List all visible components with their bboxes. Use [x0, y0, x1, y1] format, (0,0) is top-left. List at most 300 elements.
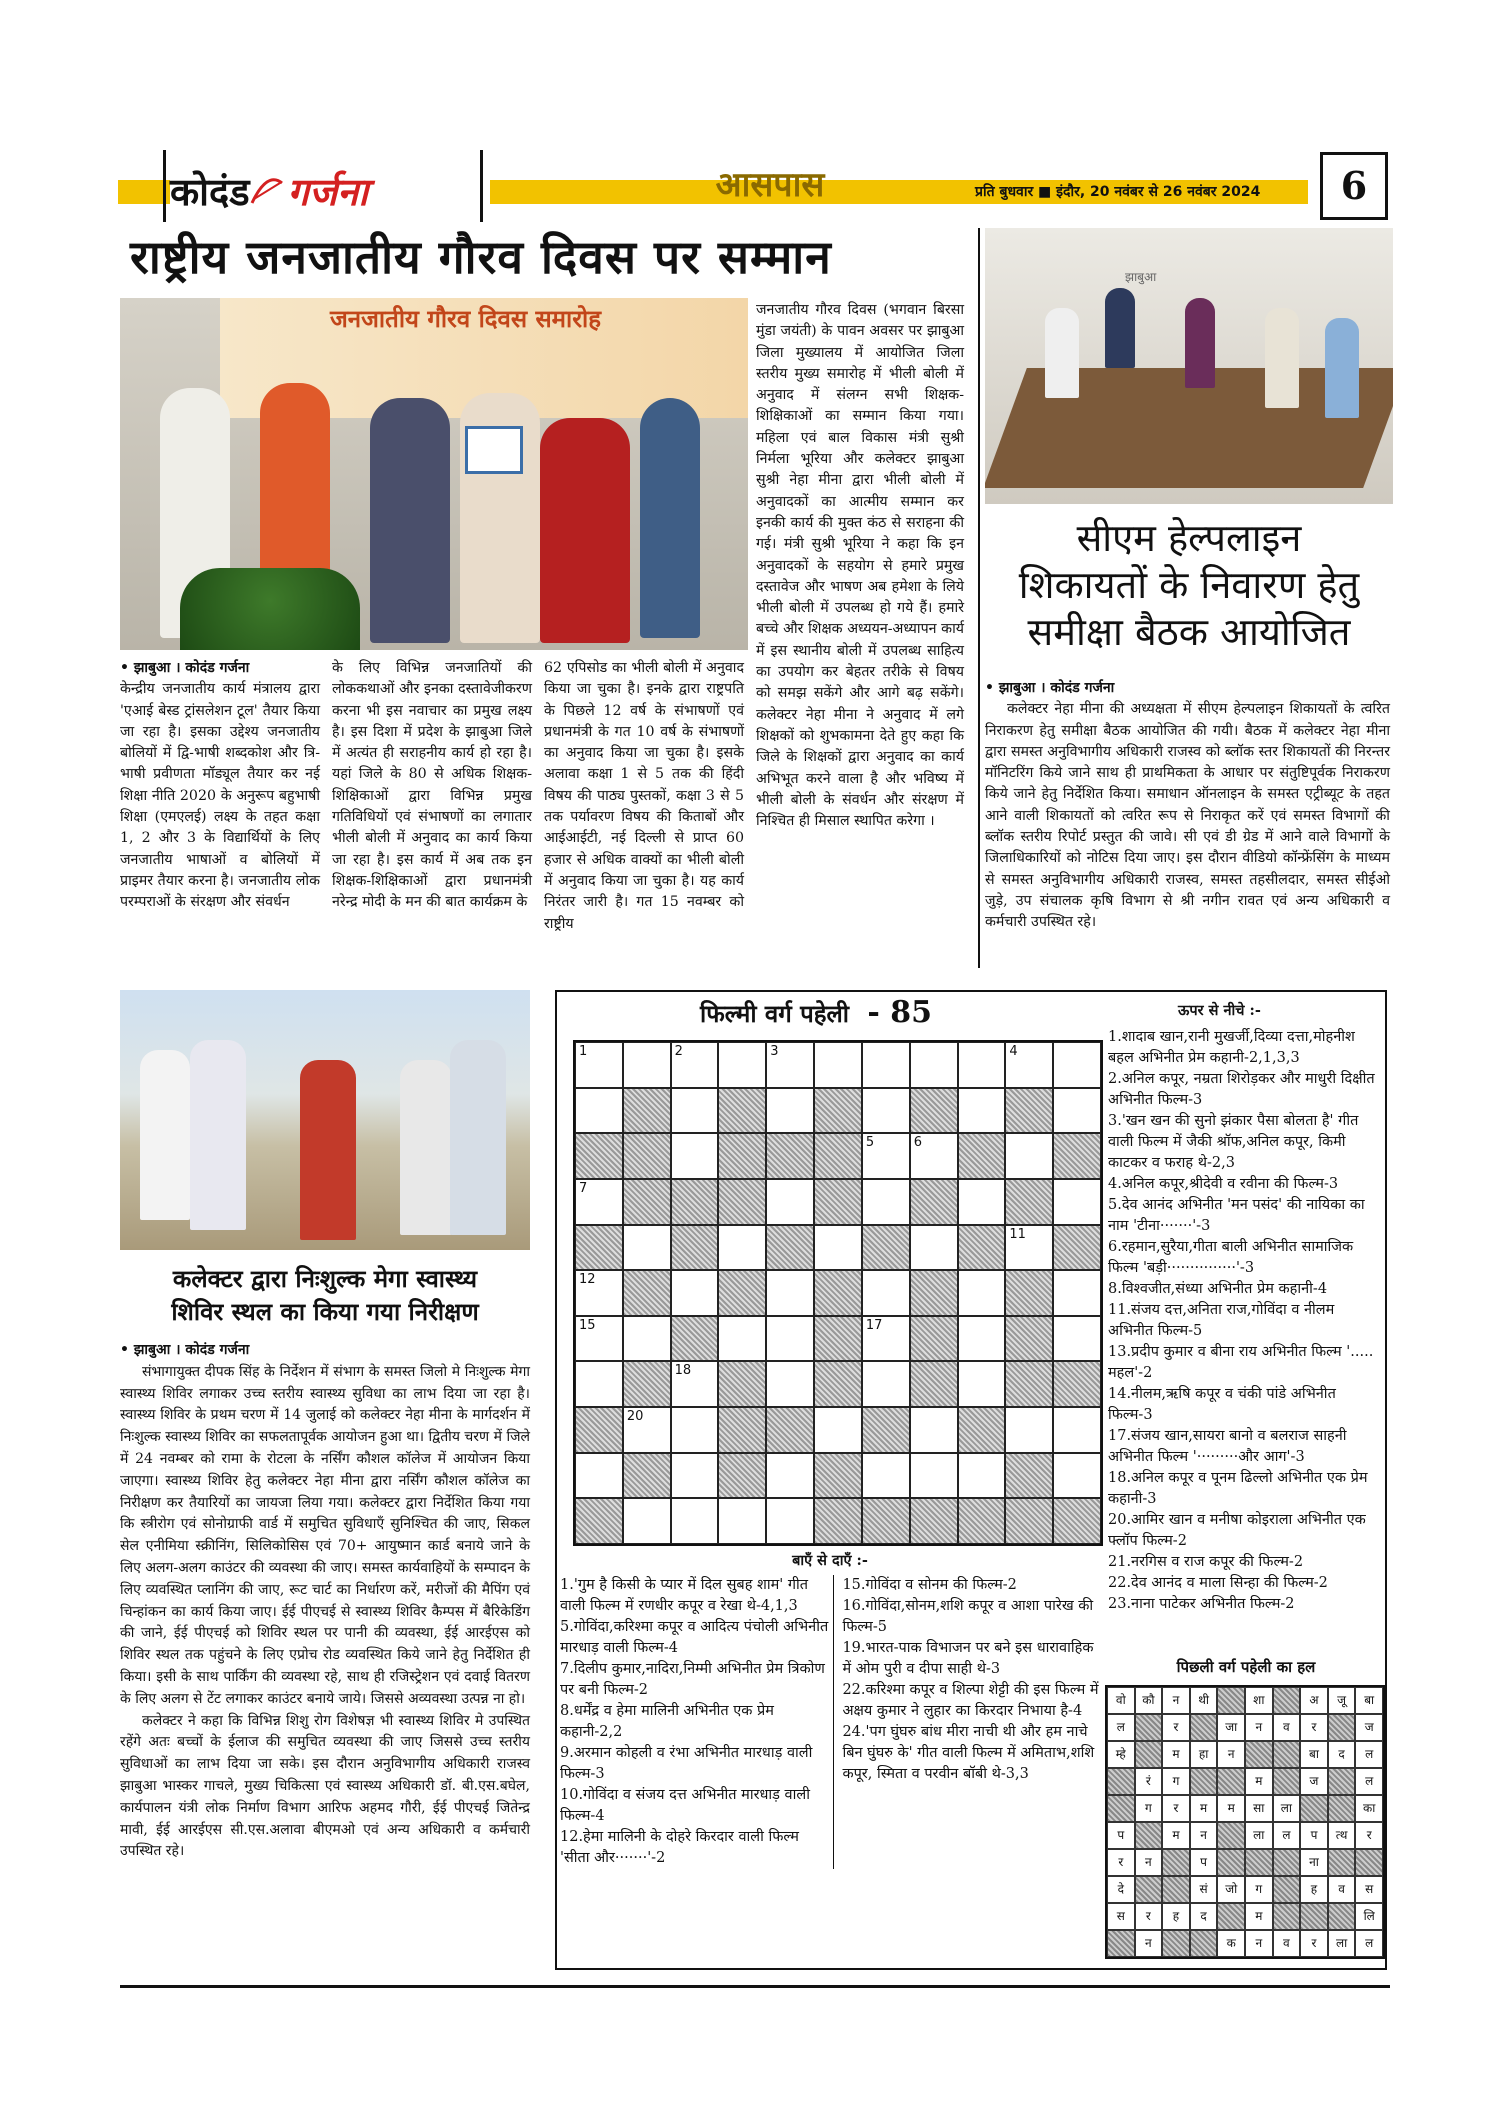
story1-photo — [120, 298, 748, 650]
solution-cell: जो — [1217, 1876, 1245, 1903]
crossword-block-cell — [623, 1270, 671, 1316]
crossword-cell[interactable] — [623, 1498, 671, 1544]
solution-block-cell — [1162, 1849, 1190, 1876]
solution-cell: रं — [1135, 1768, 1163, 1795]
solution-cell: ल — [1355, 1768, 1383, 1795]
story2-headline — [985, 515, 1393, 656]
crossword-block-cell — [718, 1133, 766, 1179]
crossword-cell[interactable] — [575, 1270, 623, 1316]
story1-column-3: 62 एपिसोड का भीली बोली में अनुवाद किया जा चुका है। इनके द्वारा राष्ट्रपति के पिछले 12 वर्ष के संभाषणों एवं प्रधानमंत्री के गत 10 वर्ष के संभाषणों का अनुवाद किया जा चुका है। इसके अलावा कक्षा 1 से 5 तक की हिंदी विषय की पाठ्य पुस्तकों, कक्षा 3 से 5 तक पर्यावरण विषय की किताबों और आईआईटी, नई दिल्ली से प्राप्त 60 हजार से अधिक वाक्यों का भीली बोली में अनुवाद किया जा चुका है। यह कार्य निरंतर जारी है। गत 15 नवम्बर को राष्ट्रीय — [544, 660, 744, 932]
crossword-block-cell — [1005, 1270, 1053, 1316]
crossword-title-text: फिल्मी वर्ग पहेली — [700, 999, 849, 1028]
crossword-clue-number: 1 — [579, 1044, 588, 1059]
solution-cell: शा — [1245, 1687, 1273, 1714]
crossword-block-cell — [766, 1133, 814, 1179]
solution-cell: न — [1245, 1714, 1273, 1741]
crossword-block-cell — [623, 1361, 671, 1407]
solution-cell: र — [1300, 1714, 1328, 1741]
crossword-block-cell — [623, 1453, 671, 1499]
certificate — [465, 426, 523, 474]
solution-cell: ज — [1355, 1714, 1383, 1741]
across-clue: 24.'पग घुंघरु बांध मीरा नाची थी और हम नाचे बिन घुंघरु के' गीत वाली फिल्म में अमिताभ,शशि कपूर, स्मिता व परवीन बॉबी थे-3,3 — [842, 1724, 1095, 1782]
solution-cell: स — [1355, 1876, 1383, 1903]
solution-block-cell — [1107, 1795, 1135, 1822]
down-clue: 20.आमिर खान व मनीषा कोइराला अभिनीत एक फ्लॉप फिल्म-2 — [1108, 1512, 1366, 1549]
solution-cell: ला — [1273, 1795, 1301, 1822]
solution-block-cell — [1273, 1687, 1301, 1714]
solution-block-cell — [1273, 1741, 1301, 1768]
crossword-cell[interactable] — [1053, 1088, 1101, 1134]
crossword-block-cell — [958, 1498, 1006, 1544]
solution-cell: म्हे — [1107, 1741, 1135, 1768]
solution-cell: अ — [1300, 1687, 1328, 1714]
crossword-cell[interactable] — [958, 1453, 1006, 1499]
solution-cell: न — [1135, 1930, 1163, 1957]
crossword-cell[interactable] — [671, 1453, 719, 1499]
solution-cell: व — [1273, 1714, 1301, 1741]
crossword-block-cell — [575, 1498, 623, 1544]
solution-cell: म — [1245, 1768, 1273, 1795]
down-clue: 1.शादाब खान,रानी मुखर्जी,दिव्या दत्ता,मोहनीश बहल अभिनीत प्रेम कहानी-2,1,3,3 — [1108, 1029, 1355, 1066]
solution-cell: सा — [1245, 1795, 1273, 1822]
banner-text: जनजातीय गौरव दिवस समारोह — [330, 304, 602, 333]
down-clue: 2.अनिल कपूर, नम्रता शिरोड़कर और माधुरी दिक्षीत अभिनीत फिल्म-3 — [1108, 1071, 1375, 1108]
solution-cell: व — [1328, 1876, 1356, 1903]
plant-decoration — [180, 568, 360, 650]
crossword-clue-number: 4 — [1009, 1044, 1018, 1059]
story2-byline: • झाबुआ । कोदंड गर्जना — [985, 680, 1115, 696]
crossword-block-cell — [910, 1179, 958, 1225]
crossword-cell[interactable] — [671, 1498, 719, 1544]
solution-block-cell — [1135, 1876, 1163, 1903]
down-clue: 11.संजय दत्त,अनिता राज,गोविंदा व नीलम अभिनीत फिल्म-5 — [1108, 1302, 1335, 1339]
crossword-clue-number: 11 — [1009, 1226, 1026, 1242]
solution-block-cell — [1328, 1849, 1356, 1876]
crossword-cell[interactable] — [862, 1270, 910, 1316]
crossword-cell[interactable] — [958, 1088, 1006, 1134]
crossword-cell[interactable] — [814, 1407, 862, 1453]
crossword-cell[interactable] — [1053, 1270, 1101, 1316]
solution-block-cell — [1273, 1768, 1301, 1795]
story2-headline-line3: समीक्षा बैठक आयोजित — [1027, 610, 1351, 654]
crossword-cell[interactable] — [766, 1042, 814, 1088]
down-clue: 14.नीलम,ऋषि कपूर व चंकी पांडे अभिनीत फिल्म-3 — [1108, 1386, 1336, 1423]
crossword-block-cell — [814, 1179, 862, 1225]
down-clue: 3.'खन खन की सुनो झंकार पैसा बोलता है' गीत वाली फिल्म में जैकी श्रॉफ,अनिल कपूर, किमी काटकर व फराह थे-2,3 — [1108, 1113, 1359, 1171]
crossword-block-cell — [575, 1407, 623, 1453]
crossword-clue-number: 15 — [579, 1317, 596, 1333]
solution-cell: व — [1273, 1930, 1301, 1957]
solution-block-cell — [1328, 1903, 1356, 1930]
solution-cell: दे — [1107, 1876, 1135, 1903]
crossword-block-cell — [1005, 1316, 1053, 1362]
story3-headline — [120, 1262, 530, 1328]
crossword-cell[interactable] — [1005, 1042, 1053, 1088]
crossword-block-cell — [623, 1088, 671, 1134]
solution-block-cell — [1300, 1795, 1328, 1822]
solution-block-cell — [1190, 1930, 1218, 1957]
crossword-cell[interactable] — [766, 1498, 814, 1544]
crossword-cell[interactable] — [766, 1453, 814, 1499]
solution-block-cell — [1217, 1768, 1245, 1795]
solution-cell: जा — [1217, 1714, 1245, 1741]
solution-block-cell — [1273, 1876, 1301, 1903]
story2-body-wrap — [985, 678, 1390, 934]
crossword-cell[interactable] — [766, 1316, 814, 1362]
crossword-cell[interactable] — [766, 1361, 814, 1407]
solution-cell: र — [1355, 1822, 1383, 1849]
solution-block-cell — [1135, 1714, 1163, 1741]
solution-block-cell — [1245, 1741, 1273, 1768]
crossword-clue-number: 17 — [865, 1317, 883, 1333]
crossword-block-cell — [958, 1225, 1006, 1271]
solution-cell: म — [1245, 1903, 1273, 1930]
crossword-cell[interactable] — [718, 1225, 766, 1271]
crossword-block-cell — [910, 1088, 958, 1134]
story1-byline: • झाबुआ । कोदंड गर्जना — [120, 660, 250, 676]
bow-arrow-icon — [250, 177, 284, 205]
crossword-block-cell — [671, 1179, 719, 1225]
down-clue: 4.अनिल कपूर,श्रीदेवी व रवीना की फिल्म-3 — [1108, 1176, 1339, 1192]
solution-cell: ला — [1245, 1822, 1273, 1849]
solution-cell: न — [1217, 1741, 1245, 1768]
solution-cell: ग — [1245, 1876, 1273, 1903]
newspaper-logo — [170, 160, 490, 222]
crossword-block-cell — [1053, 1133, 1101, 1179]
crossword-clue-number: 20 — [626, 1409, 644, 1425]
solution-cell: ह — [1300, 1876, 1328, 1903]
person-figure — [450, 1040, 506, 1235]
solution-block-cell — [1217, 1849, 1245, 1876]
across-clue: 22.करिश्मा कपूर व शिल्पा शेट्टी की इस फिल्म में अक्षय कुमार ने लुहार का किरदार निभाया है-4 — [842, 1682, 1099, 1719]
crossword-cell[interactable] — [862, 1361, 910, 1407]
crossword-block-cell — [1053, 1361, 1101, 1407]
crossword-block-cell — [718, 1270, 766, 1316]
crossword-clue-number: 6 — [913, 1135, 922, 1151]
logo-text-2: गर्जना — [287, 169, 369, 214]
crossword-block-cell — [671, 1225, 719, 1271]
crossword-block-cell — [814, 1088, 862, 1134]
crossword-title — [700, 995, 1000, 1035]
crossword-cell[interactable] — [862, 1316, 910, 1362]
crossword-block-cell — [910, 1316, 958, 1362]
solution-cell: ग — [1135, 1795, 1163, 1822]
crossword-cell[interactable] — [958, 1179, 1006, 1225]
across-clue: 7.दिलीप कुमार,नादिरा,निम्मी अभिनीत प्रेम त्रिकोण पर बनी फिल्म-2 — [560, 1661, 825, 1698]
crossword-clue-number: 5 — [865, 1135, 875, 1151]
crossword-block-cell — [862, 1498, 910, 1544]
story3-body-para2: कलेक्टर ने कहा कि विभिन्न शिशु रोग विशेषज्ञ भी स्वास्थ्य शिविर मे उपस्थित रहेंगे अतः बच्चों के ईलाज की समुचित व्यवस्था की जाए जिससे उच्च स्तरीय सुविधाओं का लाभ दिया जा सके। इस दौरान अनुविभागीय अधिकारी राजस्व झाबुआ भास्कर गाचले, मुख्य चिकित्सा एवं स्वास्थ्य अधिकारी डॉ. बी.एस.बघेल, कार्यपालन यंत्री लोक निर्माण विभाग आरिफ अहमद गौरी, ईई पीएचई जितेन्द्र मावी, ईई आरईएस सी.एस.अलावा बीएमओ एवं अन्य अधिकारी व कर्मचारी उपस्थित रहे। — [120, 1712, 530, 1860]
solution-cell: म — [1162, 1822, 1190, 1849]
across-clues — [560, 1550, 1100, 1869]
crossword-block-cell — [910, 1270, 958, 1316]
crossword-block-cell — [814, 1316, 862, 1362]
crossword-cell[interactable] — [1053, 1042, 1101, 1088]
solution-block-cell — [1328, 1795, 1356, 1822]
story1-right-column: जनजातीय गौरव दिवस (भगवान बिरसा मुंडा जयंती) के पावन अवसर पर झाबुआ जिला मुख्यालय में आयोजित जिला स्तरीय मुख्य समारोह में भीली बोली में अनुवाद में संलग्न सभी शिक्षक-शिक्षिकाओं का सम्मान किया गया। महिला एवं बाल विकास मंत्री सुश्री निर्मला भूरिया और कलेक्टर झाबुआ सुश्री नेहा मीना द्वारा भीली बोली में अनुवादकों का आत्मीय सम्मान कर इनकी कार्य की मुक्त कंठ से सराहना की गई। मंत्री सुश्री भूरिया ने कहा कि इन अनुवादकों के सहयोग से हमारे प्रमुख दस्तावेज और भाषण अब हमेशा के लिये भीली बोली में उपलब्ध हो गये हैं। हमारे बच्चे और शिक्षक अध्ययन-अध्यापन कार्य में इस स्थानीय बोली में उपलब्ध साहित्य का उपयोग कर बेहतर तरीके से विषय को समझ सकेंगे और आगे बढ़ सकेंगे। कलेक्टर नेहा मीना ने अनुवाद में लगे शिक्षकों को शुभकामना देते हुए कहा कि जिले के शिक्षकों द्वारा अनुवाद का कार्य अभिभूत करने वाला है और भविष्य में भीली बोली के संवर्धन और संरक्षण में निश्चित ही मिसाल स्थापित करेगा । — [756, 302, 964, 830]
solution-cell: र — [1300, 1930, 1328, 1957]
crossword-cell[interactable] — [718, 1316, 766, 1362]
crossword-cell[interactable] — [671, 1133, 719, 1179]
crossword-cell[interactable] — [1053, 1179, 1101, 1225]
crossword-cell[interactable] — [958, 1270, 1006, 1316]
crossword-cell[interactable] — [910, 1133, 958, 1179]
masthead-divider-right — [480, 150, 483, 222]
solution-cell: जू — [1328, 1687, 1356, 1714]
crossword-cell[interactable] — [575, 1361, 623, 1407]
solution-block-cell — [1355, 1849, 1383, 1876]
crossword-cell[interactable] — [862, 1042, 910, 1088]
solution-block-cell — [1162, 1876, 1190, 1903]
down-clues — [1108, 1000, 1380, 1615]
crossword-cell[interactable] — [862, 1453, 910, 1499]
solution-cell: द — [1328, 1741, 1356, 1768]
crossword-cell[interactable] — [623, 1316, 671, 1362]
story1-col1-text: केन्द्रीय जनजातीय कार्य मंत्रालय द्वारा 'एआई बेस्ड ट्रांसलेशन टूल' तैयार किया जा रहा है। इसका उद्देश्य जनजातीय बोलियों में द्वि-भाषी शब्दकोश और त्रि-भाषी प्रवीणता मॉड्यूल तैयार कर नई शिक्षा नीति 2020 के अनुरूप बहुभाषी शिक्षा (एमएलई) लक्ष्य के तहत कक्षा 1, 2 और 3 के विद्यार्थियों के लिए जनजातीय भाषाओं व बोलियों में प्राइमर तैयार करना है। जनजातीय लोक परम्पराओं के संरक्षण और संवर्धन — [120, 681, 320, 911]
person-figure — [370, 398, 450, 643]
solution-cell: ल — [1107, 1714, 1135, 1741]
across-clue: 16.गोविंदा,सोनम,शशि कपूर व आशा पारेख की फिल्म-5 — [842, 1598, 1094, 1635]
crossword-block-cell — [862, 1225, 910, 1271]
down-heading: ऊपर से नीचे :- — [1178, 1002, 1261, 1019]
crossword-cell[interactable] — [575, 1453, 623, 1499]
crossword-block-cell — [718, 1088, 766, 1134]
crossword-block-cell — [766, 1225, 814, 1271]
solution-cell: र — [1162, 1714, 1190, 1741]
solution-block-cell — [1328, 1768, 1356, 1795]
crossword-cell[interactable] — [910, 1225, 958, 1271]
crossword-block-cell — [814, 1133, 862, 1179]
solution-cell: ज — [1300, 1768, 1328, 1795]
story3-headline-line2: शिविर स्थल का किया गया निरीक्षण — [171, 1297, 479, 1326]
person-figure — [190, 1040, 246, 1230]
solution-cell: न — [1162, 1687, 1190, 1714]
crossword-number: - 85 — [867, 995, 933, 1030]
crossword-cell[interactable] — [1005, 1225, 1053, 1271]
crossword-block-cell — [814, 1361, 862, 1407]
across-heading: बाएँ से दाएँ :- — [792, 1552, 868, 1569]
solution-block-cell — [1217, 1822, 1245, 1849]
solution-cell: हा — [1190, 1741, 1218, 1768]
solution-block-cell — [1107, 1930, 1135, 1957]
solution-cell: बा — [1355, 1687, 1383, 1714]
crossword-block-cell — [862, 1407, 910, 1453]
story1-column-2: के लिए विभिन्न जनजातियों की लोककथाओं और इनका दस्तावेजीकरण करना भी इस नवाचार का प्रमुख लक्ष्य है। इस दिशा में प्रदेश के झाबुआ जिले में अत्यंत ही सराहनीय कार्य हो रहा है। यहां जिले के 80 से अधिक शिक्षक-शिक्षिकाओं द्वारा विभिन्न प्रमुख गतिविधियों एवं संभाषणों का लगातार भीली बोली में अनुवाद का कार्य किया जा रहा है। इस कार्य में अब तक इन शिक्षक-शिक्षिकाओं द्वारा प्रधानमंत्री नरेन्द्र मोदी के मन की बात कार्यक्रम के — [332, 660, 532, 911]
crossword-cell[interactable] — [910, 1042, 958, 1088]
down-clue: 6.रहमान,सुरैया,गीता बाली अभिनीत सामाजिक फिल्म 'बड़ी···············'-3 — [1108, 1239, 1354, 1276]
solution-cell: लि — [1355, 1903, 1383, 1930]
story1-column-1 — [120, 658, 320, 914]
crossword-cell[interactable] — [575, 1316, 623, 1362]
crossword-cell[interactable] — [862, 1133, 910, 1179]
solution-block-cell — [1328, 1714, 1356, 1741]
story3-body-wrap — [120, 1340, 530, 1863]
crossword-cell[interactable] — [814, 1225, 862, 1271]
crossword-block-cell — [766, 1407, 814, 1453]
crossword-grid — [573, 1040, 1103, 1546]
crossword-cell[interactable] — [1053, 1453, 1101, 1499]
crossword-block-cell — [958, 1407, 1006, 1453]
crossword-cell[interactable] — [1005, 1133, 1053, 1179]
story1-headline: राष्ट्रीय जनजातीय गौरव दिवस पर सम्मान — [130, 230, 832, 284]
solution-cell: थी — [1190, 1687, 1218, 1714]
across-clue: 15.गोविंदा व सोनम की फिल्म-2 — [842, 1577, 1017, 1593]
logo-text-1: कोदंड — [170, 169, 250, 214]
crossword-cell[interactable] — [623, 1225, 671, 1271]
across-clue: 8.धर्मेंद्र व हेमा मालिनी अभिनीत एक प्रेम कहानी-2,2 — [560, 1703, 774, 1740]
crossword-block-cell — [671, 1316, 719, 1362]
crossword-block-cell — [718, 1453, 766, 1499]
down-clue: 23.नाना पाटेकर अभिनीत फिल्म-2 — [1108, 1596, 1295, 1612]
person-figure — [300, 1060, 356, 1240]
crossword-block-cell — [814, 1453, 862, 1499]
crossword-block-cell — [623, 1179, 671, 1225]
crossword-clue-number: 2 — [674, 1044, 683, 1059]
solution-block-cell — [1107, 1768, 1135, 1795]
solution-block-cell — [1190, 1714, 1218, 1741]
crossword-cell[interactable] — [671, 1361, 719, 1407]
solution-block-cell — [1135, 1741, 1163, 1768]
person-figure — [1265, 308, 1299, 408]
solution-cell: ना — [1300, 1849, 1328, 1876]
crossword-clue-number: 3 — [770, 1044, 779, 1059]
crossword-block-cell — [1005, 1088, 1053, 1134]
solution-cell: स — [1107, 1903, 1135, 1930]
story3-headline-line1: कलेक्टर द्वारा निःशुल्क मेगा स्वास्थ्य — [172, 1264, 478, 1293]
person-figure — [640, 398, 700, 638]
crossword-cell[interactable] — [958, 1361, 1006, 1407]
solution-cell: न — [1190, 1822, 1218, 1849]
down-clue: 5.देव आनंद अभिनीत 'मन पसंद' की नायिका का नाम 'टीना·······'-3 — [1108, 1197, 1365, 1234]
page-number: 6 — [1320, 152, 1388, 220]
wall-sign: झाबुआ — [1125, 270, 1157, 284]
crossword-block-cell — [623, 1133, 671, 1179]
story3-photo — [120, 990, 530, 1250]
person-figure — [540, 418, 630, 643]
crossword-cell[interactable] — [766, 1179, 814, 1225]
crossword-cell[interactable] — [575, 1088, 623, 1134]
crossword-cell[interactable] — [766, 1088, 814, 1134]
solution-cell: प — [1107, 1822, 1135, 1849]
down-clue: 13.प्रदीप कुमार व बीना राय अभिनीत फिल्म '..... महल'-2 — [1108, 1344, 1374, 1381]
solution-cell: ल — [1273, 1822, 1301, 1849]
solution-title: पिछली वर्ग पहेली का हल — [1176, 1658, 1316, 1676]
solution-cell: म — [1217, 1795, 1245, 1822]
crossword-cell[interactable] — [910, 1453, 958, 1499]
crossword-cell[interactable] — [718, 1498, 766, 1544]
crossword-cell[interactable] — [671, 1407, 719, 1453]
crossword-cell[interactable] — [766, 1270, 814, 1316]
crossword-cell[interactable] — [1005, 1407, 1053, 1453]
story3-byline: • झाबुआ । कोदंड गर्जना — [120, 1342, 250, 1358]
crossword-cell[interactable] — [910, 1407, 958, 1453]
crossword-block-cell — [814, 1270, 862, 1316]
crossword-block-cell — [1053, 1498, 1101, 1544]
across-clue: 5.गोविंदा,करिश्मा कपूर व आदित्य पंचोली अभिनीत मारधाड़ वाली फिल्म-4 — [560, 1619, 829, 1656]
across-clue: 1.'गुम है किसी के प्यार में दिल सुबह शाम' गीत वाली फिल्म में रणधीर कपूर व रेखा थे-4,1,3 — [560, 1577, 809, 1614]
solution-block-cell — [1190, 1768, 1218, 1795]
masthead-divider-left — [163, 150, 166, 222]
crossword-cell[interactable] — [671, 1042, 719, 1088]
crossword-cell[interactable] — [958, 1316, 1006, 1362]
crossword-cell[interactable] — [1053, 1316, 1101, 1362]
crossword-cell[interactable] — [958, 1042, 1006, 1088]
person-figure — [400, 1060, 452, 1235]
crossword-cell[interactable] — [671, 1270, 719, 1316]
solution-cell: न — [1245, 1930, 1273, 1957]
crossword-block-cell — [1005, 1453, 1053, 1499]
crossword-block-cell — [910, 1361, 958, 1407]
solution-cell: ला — [1328, 1930, 1356, 1957]
down-clue: 17.संजय खान,सायरा बानो व बलराज साहनी अभिनीत फिल्म '·········और आग'-3 — [1108, 1428, 1347, 1465]
story2-headline-line1: सीएम हेल्पलाइन — [1076, 516, 1302, 560]
story2-body: कलेक्टर नेहा मीना की अध्यक्षता में सीएम हेल्पलाइन शिकायतों के त्वरित निराकरण हेतु समीक्षा बैठक आयोजित की गयी। बैठक में कलेक्टर नेहा मीना द्वारा समस्त अनुविभागीय अधिकारी राजस्व को ब्लॉक स्तर शिकायतों की निरन्तर मॉनिटरिंग किये जाने साथ ही प्राथमिकता के आधार पर संतुष्टिपूर्वक निराकरण किये जाने हेतु निर्देशित किया। समाधान ऑनलाइन के समस्त एट्रीब्यूट के तहत आने वाली शिकायतों को त्वरित रूप से निराकृत करें एवं समस्त विभागों की ब्लॉक स्तरीय रिपोर्ट प्रस्तुत की जावे। सी एवं डी ग्रेड में आने वाले विभागों के जिलाधिकारियों को नोटिस दिया जाए। इस दौरान वीडियो कॉन्फ्रेंसिंग के माध्यम से समस्त अनुविभागीय अधिकारी राजस्व, समस्त तहसीलदार, समस्त सीईओ जुड़े, उप संचालक कृषि विभाग से श्री नगीन रावत एवं अन्य अधिकारी व कर्मचारी उपस्थित रहे। — [985, 701, 1390, 931]
solution-block-cell — [1162, 1930, 1190, 1957]
solution-cell: र — [1107, 1849, 1135, 1876]
crossword-clue-number: 18 — [674, 1363, 692, 1379]
crossword-cell[interactable] — [1053, 1407, 1101, 1453]
solution-block-cell — [1273, 1849, 1301, 1876]
crossword-block-cell — [575, 1133, 623, 1179]
crossword-cell[interactable] — [623, 1407, 671, 1453]
crossword-block-cell — [814, 1498, 862, 1544]
solution-cell: प — [1190, 1849, 1218, 1876]
crossword-clue-number: 7 — [579, 1180, 588, 1196]
solution-cell: म — [1162, 1741, 1190, 1768]
solution-block-cell — [1217, 1903, 1245, 1930]
solution-cell: ह — [1162, 1903, 1190, 1930]
crossword-block-cell — [718, 1407, 766, 1453]
down-clue: 18.अनिल कपूर व पूनम ढिल्लो अभिनीत एक प्रेम कहानी-3 — [1108, 1470, 1368, 1507]
crossword-block-cell — [1005, 1498, 1053, 1544]
down-clue: 8.विश्वजीत,संध्या अभिनीत प्रेम कहानी-4 — [1108, 1281, 1328, 1297]
down-clue: 21.नरगिस व राज कपूर की फिल्म-2 — [1108, 1554, 1304, 1570]
solution-cell: न — [1135, 1849, 1163, 1876]
crossword-block-cell — [575, 1225, 623, 1271]
crossword-cell[interactable] — [671, 1088, 719, 1134]
crossword-block-cell — [718, 1179, 766, 1225]
crossword-block-cell — [958, 1133, 1006, 1179]
story2-photo — [985, 228, 1393, 504]
crossword-cell[interactable] — [862, 1179, 910, 1225]
person-figure — [1045, 308, 1079, 398]
crossword-block-cell — [1005, 1361, 1053, 1407]
solution-cell: र — [1135, 1903, 1163, 1930]
crossword-cell[interactable] — [862, 1088, 910, 1134]
page-bottom-rule — [120, 1985, 1390, 1988]
solution-cell: म — [1190, 1795, 1218, 1822]
solution-block-cell — [1245, 1849, 1273, 1876]
person-figure — [1325, 318, 1359, 418]
solution-cell: कौ — [1135, 1687, 1163, 1714]
solution-cell: त्थ — [1328, 1822, 1356, 1849]
solution-cell: ल — [1355, 1930, 1383, 1957]
solution-cell: प — [1300, 1822, 1328, 1849]
across-clue: 9.अरमान कोहली व रंभा अभिनीत मारधाड़ वाली फिल्म-3 — [560, 1745, 813, 1782]
story2-headline-line2: शिकायतों के निवारण हेतु — [1018, 563, 1360, 607]
solution-block-cell — [1135, 1822, 1163, 1849]
crossword-cell[interactable] — [718, 1042, 766, 1088]
solution-cell: ल — [1355, 1741, 1383, 1768]
crossword-cell[interactable] — [814, 1042, 862, 1088]
crossword-block-cell — [1005, 1179, 1053, 1225]
crossword-cell[interactable] — [575, 1179, 623, 1225]
crossword-clue-number: 12 — [579, 1272, 596, 1288]
crossword-cell[interactable] — [623, 1042, 671, 1088]
solution-cell: वो — [1107, 1687, 1135, 1714]
crossword-cell[interactable] — [575, 1042, 623, 1088]
solution-cell: ग — [1162, 1768, 1190, 1795]
